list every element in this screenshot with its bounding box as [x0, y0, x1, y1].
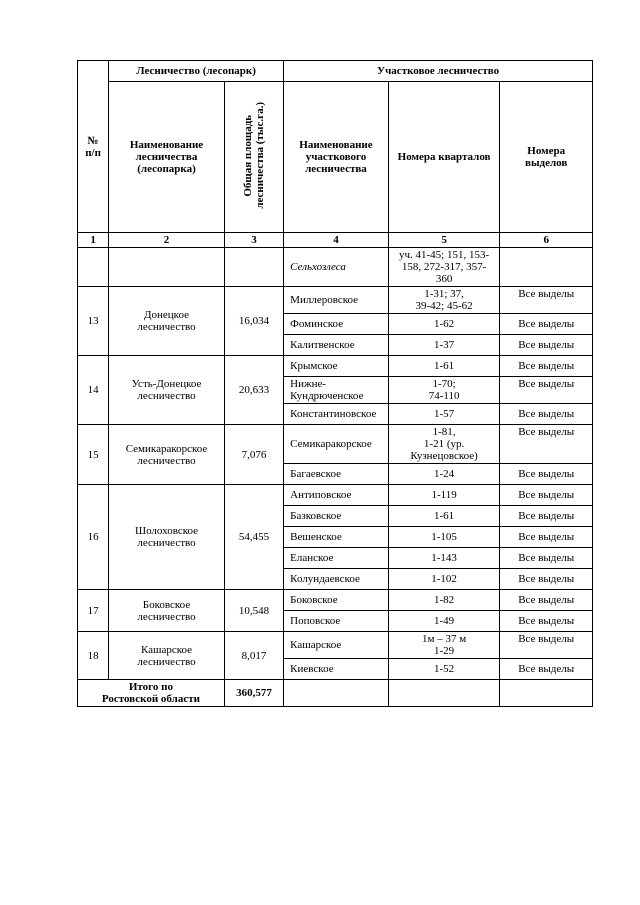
district-plots: Все выделы: [500, 527, 593, 548]
empty-cell: [224, 248, 283, 287]
header-num: № п/п: [78, 61, 109, 233]
forestry-number: 17: [78, 590, 109, 632]
empty-cell: [500, 680, 593, 707]
header-area: Общая площадь лесничества (тыс.га.): [242, 102, 266, 209]
column-number: 3: [224, 233, 283, 248]
forestry-area: 20,633: [224, 356, 283, 425]
district-plots: Все выделы: [500, 506, 593, 527]
forestry-area: 10,548: [224, 590, 283, 632]
district-name: Поповское: [284, 611, 389, 632]
district-name: Вешенское: [284, 527, 389, 548]
district-quarters: 1-102: [388, 569, 500, 590]
district-plots: Все выделы: [500, 464, 593, 485]
district-quarters: 1-52: [388, 659, 500, 680]
column-number: 2: [109, 233, 225, 248]
district-quarters: 1-37: [388, 335, 500, 356]
district-name: Константиновское: [284, 404, 389, 425]
forestry-number: 13: [78, 287, 109, 356]
header-district-group: Участковое лесничество: [284, 61, 593, 82]
district-quarters: 1-31; 37, 39-42; 45-62: [388, 287, 500, 314]
header-forestry-name: Наименование лесничества (лесопарка): [109, 82, 225, 233]
district-plots: Все выделы: [500, 659, 593, 680]
column-number: 1: [78, 233, 109, 248]
header-row-1: [78, 61, 593, 82]
forestry-number: 14: [78, 356, 109, 425]
forestry-name: Боковское лесничество: [109, 590, 225, 632]
forestry-name: Донецкое лесничество: [109, 287, 225, 356]
table-row: [78, 632, 593, 659]
forestry-number: 18: [78, 632, 109, 680]
district-quarters: 1-81, 1-21 (ур. Кузнецовское): [388, 425, 500, 464]
district-quarters: 1-61: [388, 356, 500, 377]
district-quarters: 1-61: [388, 506, 500, 527]
column-number: 4: [284, 233, 389, 248]
forestry-table: [77, 60, 593, 707]
district-name: Нижне- Кундрюченское: [284, 377, 389, 404]
district-plots: Все выделы: [500, 377, 593, 404]
pre-row-district: Сельхозлеса: [284, 248, 389, 287]
district-plots: Все выделы: [500, 485, 593, 506]
forestry-number: 16: [78, 485, 109, 590]
header-plots: Номера выделов: [500, 82, 593, 233]
district-plots: Все выделы: [500, 590, 593, 611]
empty-cell: [284, 680, 389, 707]
district-plots: Все выделы: [500, 632, 593, 659]
district-name: Семикаракорское: [284, 425, 389, 464]
district-name: Фоминское: [284, 314, 389, 335]
district-quarters: 1-143: [388, 548, 500, 569]
empty-cell: [388, 680, 500, 707]
district-quarters: 1-119: [388, 485, 500, 506]
header-district-name: Наименование участкового лесничества: [284, 82, 389, 233]
district-name: Миллеровское: [284, 287, 389, 314]
district-quarters: 1-62: [388, 314, 500, 335]
header-quarters: Номера кварталов: [388, 82, 500, 233]
empty-cell: [109, 248, 225, 287]
district-plots: Все выделы: [500, 611, 593, 632]
district-plots: Все выделы: [500, 548, 593, 569]
empty-cell: [78, 248, 109, 287]
forestry-name: Семикаракорское лесничество: [109, 425, 225, 485]
district-name: Киевское: [284, 659, 389, 680]
column-number: 5: [388, 233, 500, 248]
district-quarters: 1м – 37 м 1-29: [388, 632, 500, 659]
header-area-cell: [224, 82, 283, 233]
column-number-row: [78, 233, 593, 248]
table-row: [78, 590, 593, 611]
district-quarters: 1-24: [388, 464, 500, 485]
district-name: Еланское: [284, 548, 389, 569]
column-number: 6: [500, 233, 593, 248]
district-plots: Все выделы: [500, 287, 593, 314]
total-label: Итого по Ростовской области: [78, 680, 225, 707]
district-quarters: 1-105: [388, 527, 500, 548]
forestry-area: 7,076: [224, 425, 283, 485]
forestry-area: 8,017: [224, 632, 283, 680]
district-name: Багаевское: [284, 464, 389, 485]
district-plots: Все выделы: [500, 569, 593, 590]
table-body: [78, 61, 593, 707]
forestry-name: Шолоховское лесничество: [109, 485, 225, 590]
forestry-area: 16,034: [224, 287, 283, 356]
total-row: [78, 680, 593, 707]
district-name: Крымское: [284, 356, 389, 377]
table-row: [78, 425, 593, 464]
district-plots: Все выделы: [500, 425, 593, 464]
forestry-number: 15: [78, 425, 109, 485]
district-plots: Все выделы: [500, 404, 593, 425]
district-name: Боковское: [284, 590, 389, 611]
table-row: [78, 485, 593, 506]
forestry-name: Кашарское лесничество: [109, 632, 225, 680]
forestry-area: 54,455: [224, 485, 283, 590]
header-row-2: [78, 82, 593, 233]
pre-row: [78, 248, 593, 287]
district-quarters: 1-57: [388, 404, 500, 425]
district-name: Базковское: [284, 506, 389, 527]
pre-row-plots: [500, 248, 593, 287]
district-plots: Все выделы: [500, 314, 593, 335]
table-row: [78, 287, 593, 314]
district-name: Калитвенское: [284, 335, 389, 356]
total-area: 360,577: [224, 680, 283, 707]
header-forestry-group: Лесничество (лесопарк): [109, 61, 284, 82]
district-quarters: 1-49: [388, 611, 500, 632]
district-plots: Все выделы: [500, 335, 593, 356]
pre-row-quarters: уч. 41-45; 151, 153- 158, 272-317, 357- 360: [388, 248, 500, 287]
district-plots: Все выделы: [500, 356, 593, 377]
district-name: Кашарское: [284, 632, 389, 659]
district-quarters: 1-82: [388, 590, 500, 611]
table-row: [78, 356, 593, 377]
district-name: Колундаевское: [284, 569, 389, 590]
district-quarters: 1-70; 74-110: [388, 377, 500, 404]
forestry-name: Усть-Донецкое лесничество: [109, 356, 225, 425]
district-name: Антиповское: [284, 485, 389, 506]
